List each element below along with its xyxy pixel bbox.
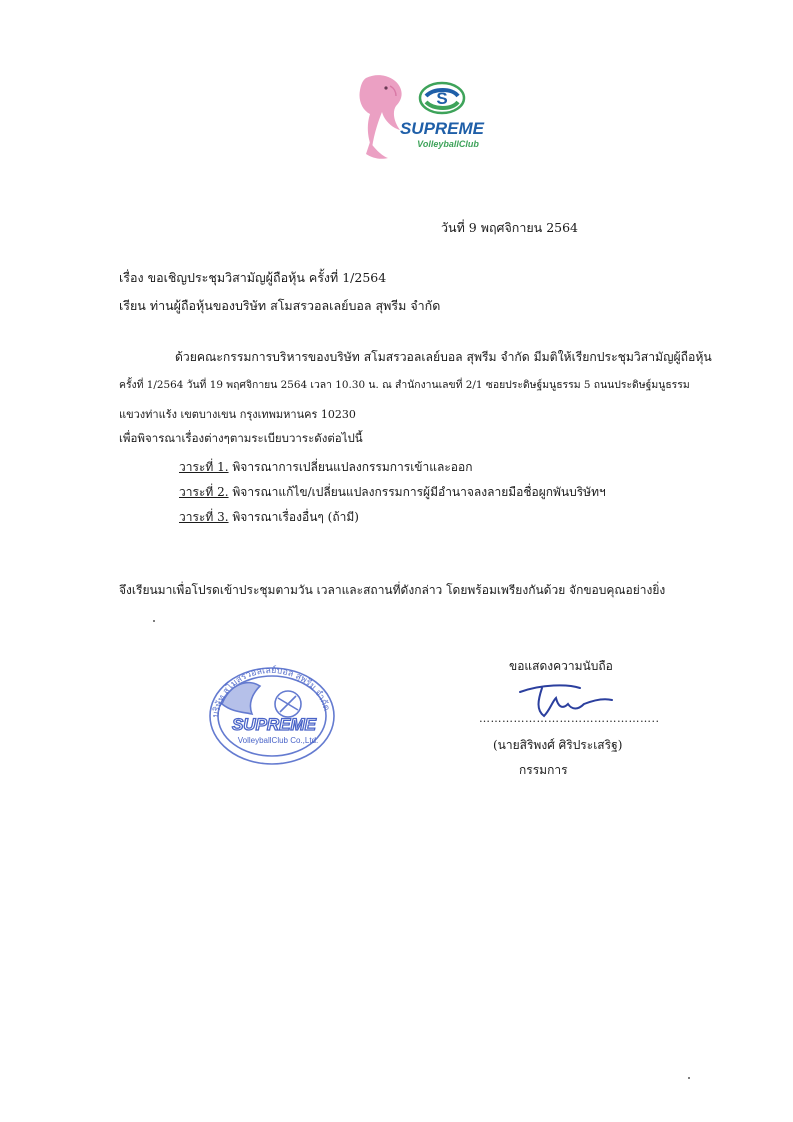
agenda-label: วาระที่ 3. (179, 510, 229, 524)
body-line-2: ครั้งที่ 1/2564 วันที่ 19 พฤศจิกายน 2564 เวลา 10.30 น. ณ สำนักงานเลขที่ 2/1 ซอยประดิษฐ์มนูธรรม 5 ถนนประดิษฐ์มนูธรรม (119, 379, 690, 391)
agenda-item (179, 461, 472, 473)
svg-text:บริษัท สโมสรวอลเลย์บอล สุพรีม (210, 664, 332, 718)
agenda-label: วาระที่ 2. (179, 485, 229, 499)
body-line-4: เพื่อพิจารณาเรื่องต่างๆตามระเบียบวาระดังต่อไปนี้ (119, 431, 363, 445)
svg-text:S: S (436, 89, 448, 108)
seal-sub-text: VolleyballClub Co.,Ltd. (237, 736, 319, 745)
signer-name: (นายสิริพงศ์ ศิริประเสริฐ) (493, 738, 623, 752)
letter-date: วันที่ 9 พฤศจิกายน 2564 (441, 220, 579, 235)
body-line-1: ด้วยคณะกรรมการบริหารของบริษัท สโมสรวอลเลย์บอล สุพรีม จำกัด มีมติให้เรียกประชุมวิสามัญผู้ถือหุ้น (175, 350, 712, 364)
supreme-volleyball-club-logo (348, 70, 488, 165)
seal-ring-text: บริษัท สโมสรวอลเลย์บอล สุพรีม จำกัด (210, 664, 333, 719)
agenda-item (179, 511, 359, 523)
agenda-text: พิจารณาการเปลี่ยนแปลงกรรมการเข้าและออก (232, 460, 473, 474)
logo-brand-text: SUPREME (399, 119, 485, 138)
logo-sub-text: VolleyballClub (417, 139, 479, 149)
agenda-label: วาระที่ 1. (179, 460, 229, 474)
seal-brand-text: SUPREME (231, 715, 317, 734)
scan-speck (688, 1077, 690, 1079)
closing-line: จึงเรียนมาเพื่อโปรดเข้าประชุมตามวัน เวลาและสถานที่ดังกล่าว โดยพร้อมเพรียงกันด้วย จักขอบคุณอย่างยิ่ง (119, 583, 666, 597)
company-seal-stamp (196, 648, 346, 768)
signer-title: กรรมการ (519, 763, 568, 777)
letter-subject: เรื่อง ขอเชิญประชุมวิสามัญผู้ถือหุ้น ครั้งที่ 1/2564 (119, 270, 387, 285)
signature-line: ……………………………………….. (479, 712, 660, 725)
agenda-item (179, 486, 606, 498)
body-line-3: แขวงท่าแร้ง เขตบางเขน กรุงเทพมหานคร 10230 (119, 408, 356, 421)
scan-speck (153, 620, 155, 622)
signoff: ขอแสดงความนับถือ (509, 659, 613, 673)
agenda-text: พิจารณาแก้ไข/เปลี่ยนแปลงกรรมการผู้มีอำนาจลงลายมือชื่อผูกพันบริษัทฯ (232, 485, 606, 499)
agenda-text: พิจารณาเรื่องอื่นๆ (ถ้ามี) (232, 510, 359, 524)
letter-recipient: เรียน ท่านผู้ถือหุ้นของบริษัท สโมสรวอลเลย์บอล สุพรีม จำกัด (119, 298, 441, 313)
